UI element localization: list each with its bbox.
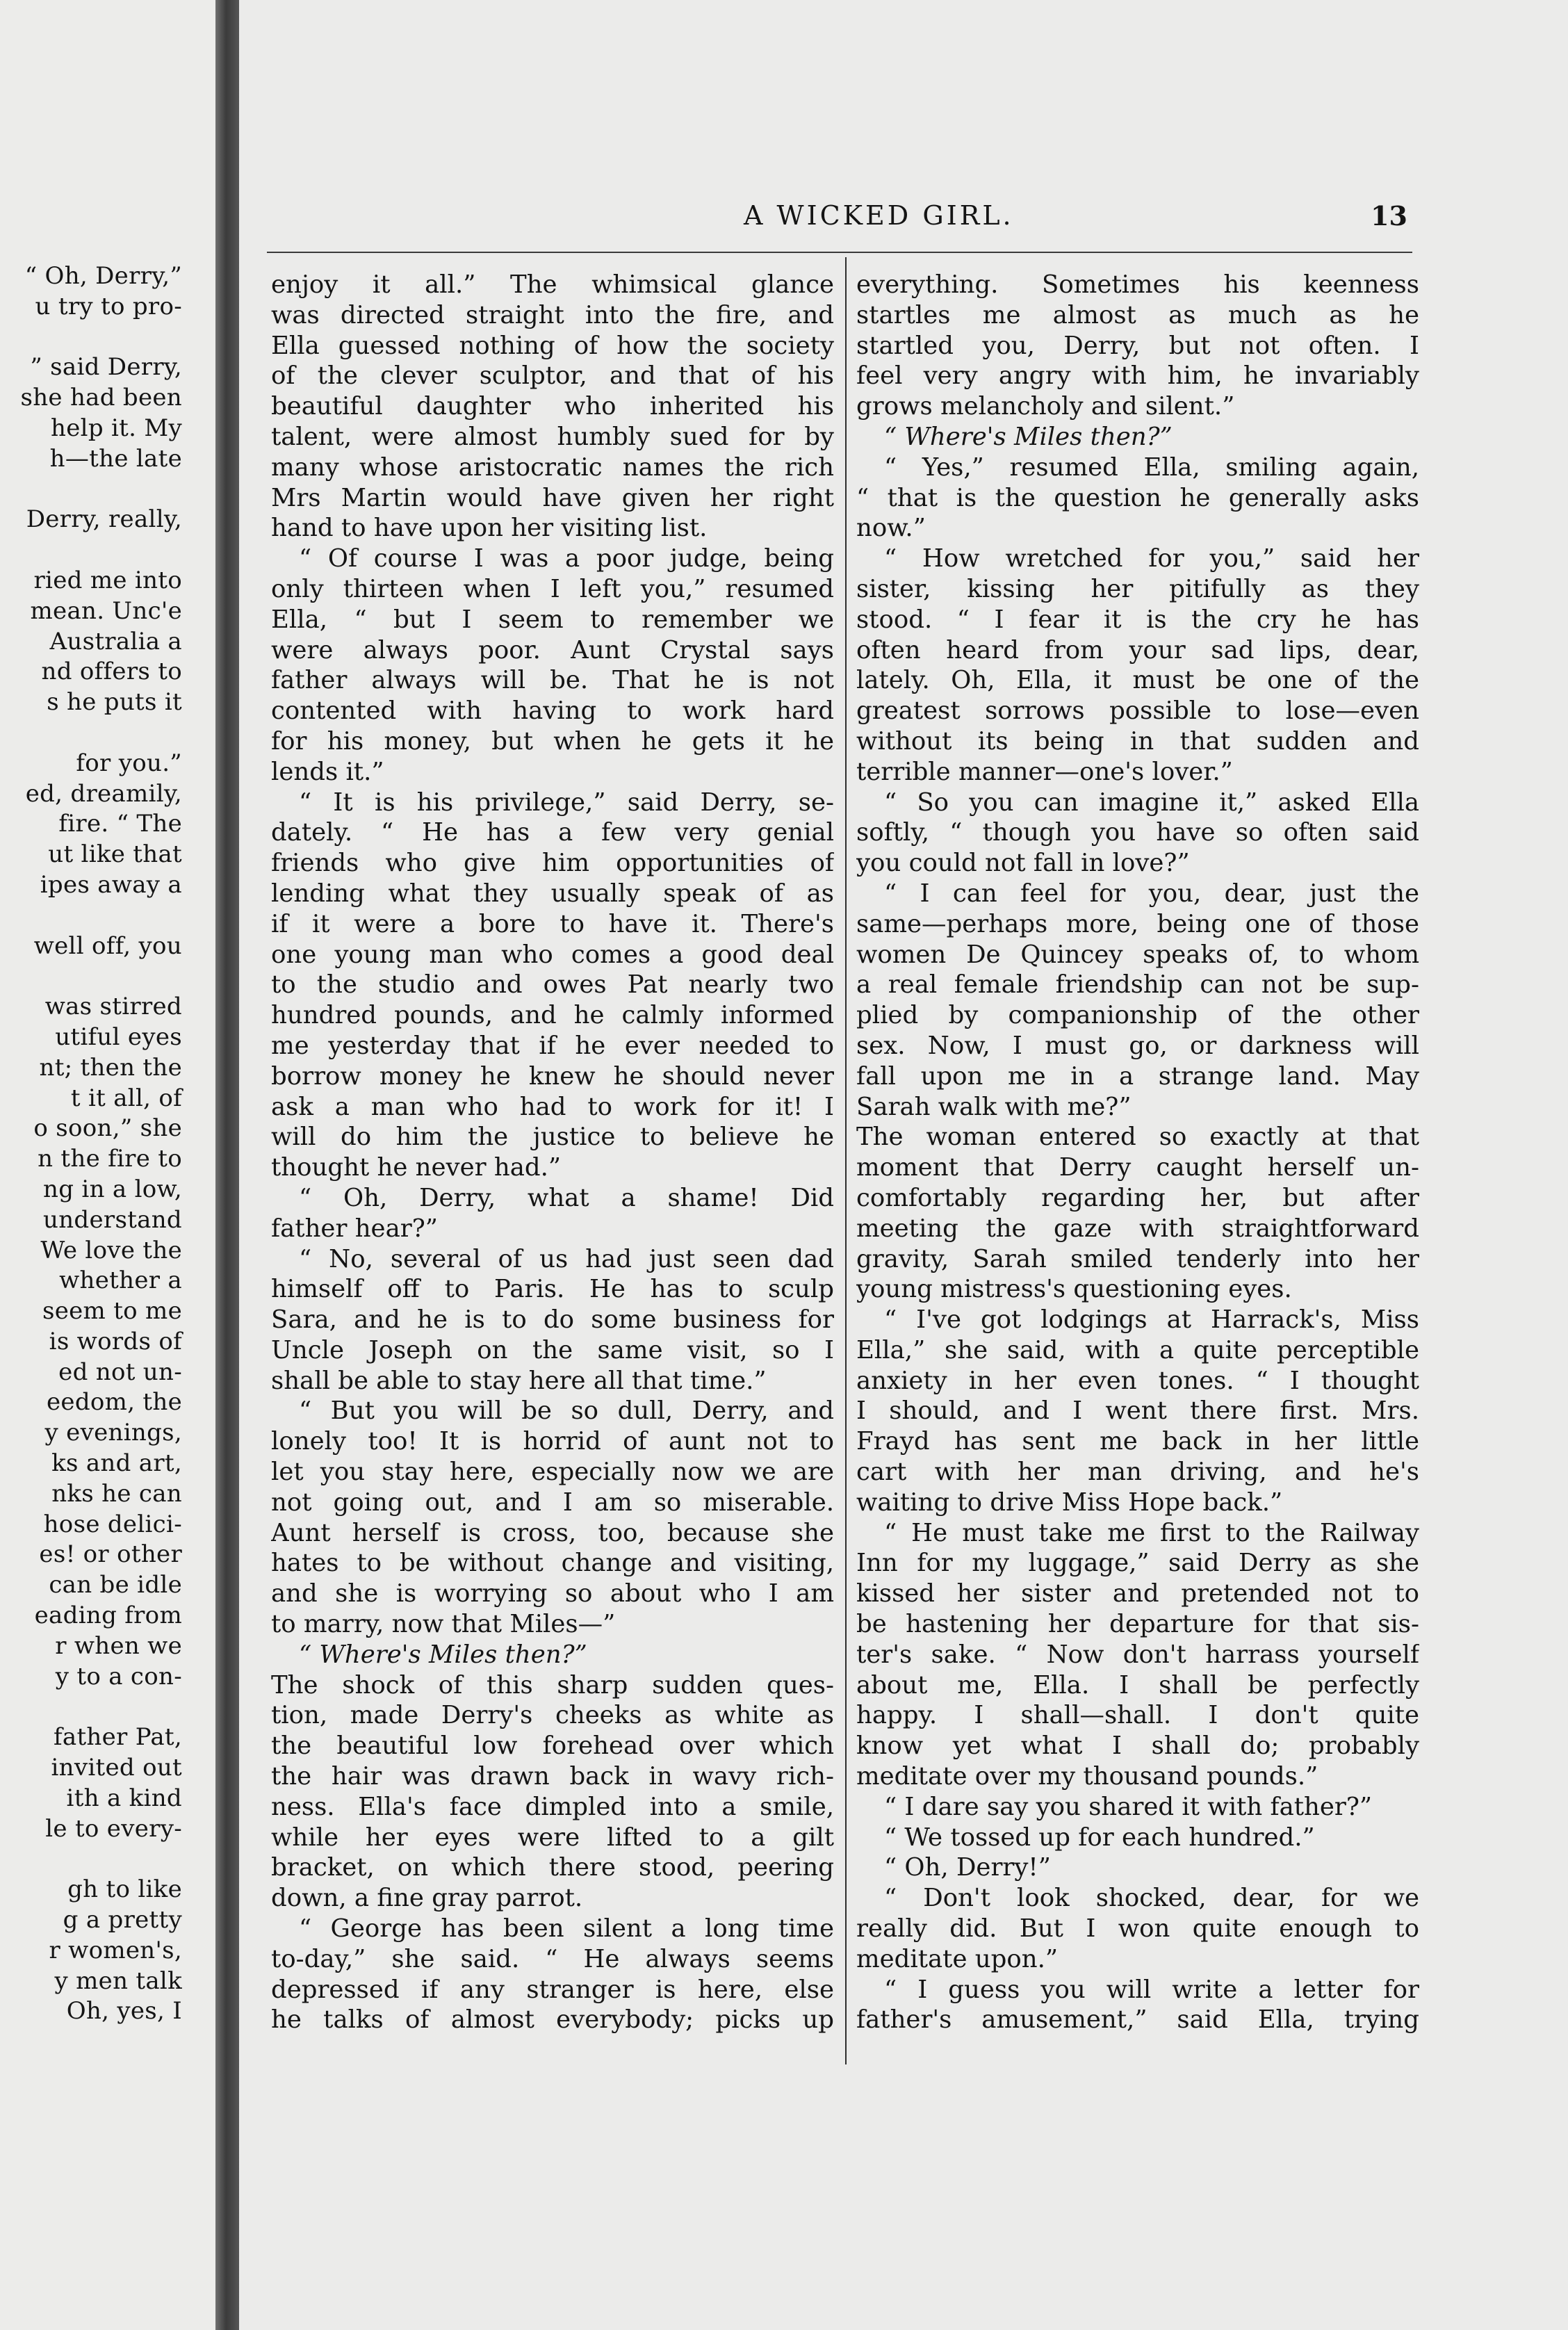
- text-line: “ I guess you will write a letter for: [884, 1975, 1419, 2004]
- text-line: really did. But I won quite enough to: [856, 1914, 1419, 1944]
- text-line: thought he never had.”: [271, 1153, 562, 1182]
- text-line: shall be able to stay here all that time.”: [271, 1366, 767, 1395]
- text-line: let you stay here, especially now we are: [271, 1458, 834, 1487]
- text-line: ter's sake. “ Now don't harrass yourself: [856, 1640, 1419, 1669]
- text-line: borrow money he knew he should never: [271, 1061, 834, 1091]
- text-line: depressed if any stranger is here, else: [271, 1975, 834, 2004]
- text-line: feel very angry with him, he invariably: [856, 361, 1419, 391]
- text-line: gravity, Sarah smiled tenderly into her: [856, 1244, 1419, 1273]
- facing-page-line: ut like that: [48, 840, 182, 869]
- text-line: lending what they usually speak of as: [271, 879, 834, 908]
- text-line: startled you, Derry, but not often. I: [856, 331, 1419, 360]
- text-line: while her eyes were lifted to a gilt: [271, 1823, 834, 1852]
- text-line: Ella guessed nothing of how the society: [271, 331, 834, 360]
- facing-page-line: le to every-: [45, 1814, 182, 1843]
- facing-page-edge: [0, 0, 215, 2330]
- text-line: many whose aristocratic names the rich: [271, 453, 834, 482]
- facing-page-line: [0, 901, 182, 931]
- text-line: startles me almost as much as he: [856, 300, 1419, 329]
- facing-page-line: ried me into: [33, 566, 182, 594]
- facing-page-line: seem to me: [42, 1297, 182, 1326]
- text-line: without its being in that sudden and: [856, 726, 1419, 756]
- facing-page-line: for you.”: [76, 749, 182, 777]
- text-line: beautiful daughter who inherited his: [271, 392, 834, 421]
- facing-page-text: [0, 261, 182, 2027]
- text-line: ask a man who had to work for it! I: [271, 1092, 834, 1121]
- facing-page-line: is words of: [49, 1327, 182, 1355]
- text-line: to marry, now that Miles—”: [271, 1610, 616, 1639]
- facing-page-line: es! or other: [39, 1540, 182, 1569]
- text-line: Sara, and he is to do some business for: [271, 1305, 834, 1335]
- text-line: you could not fall in love?”: [856, 849, 1190, 878]
- facing-page-line: “ Oh, Derry,”: [24, 262, 182, 290]
- text-line: meeting the gaze with straightforward: [856, 1214, 1419, 1243]
- text-line: I should, and I went there first. Mrs.: [856, 1396, 1419, 1426]
- facing-page-line: u try to pro-: [35, 292, 182, 320]
- text-line: sister, kissing her pitifully as they: [856, 574, 1419, 603]
- text-line: the beautiful low forehead over which: [271, 1732, 834, 1761]
- text-line: “ It is his privilege,” said Derry, se-: [299, 788, 834, 817]
- text-line: the hair was drawn back in wavy rich-: [271, 1762, 834, 1791]
- text-line: a real female friendship can not be sup-: [856, 970, 1419, 1000]
- text-line: “ I've got lodgings at Harrack's, Miss: [884, 1305, 1419, 1335]
- text-line: father always will be. That he is not: [271, 666, 834, 695]
- text-line: “ George has been silent a long time: [299, 1914, 834, 1944]
- facing-page-line: father Pat,: [54, 1723, 182, 1752]
- facing-page-line: [0, 1844, 182, 1875]
- text-line: “ I dare say you shared it with father?”: [884, 1792, 1373, 1821]
- facing-page-line: ed not un-: [58, 1358, 182, 1386]
- facing-page-line: was stirred: [44, 993, 182, 1021]
- text-line: “ Oh, Derry, what a shame! Did: [299, 1183, 834, 1212]
- text-line: Sarah walk with me?”: [856, 1092, 1132, 1121]
- text-line: The woman entered so exactly at that: [856, 1123, 1419, 1152]
- facing-page-line: eedom, the: [46, 1388, 182, 1417]
- text-line: often heard from your sad lips, dear,: [856, 635, 1419, 665]
- facing-page-line: [0, 1692, 182, 1722]
- facing-page-line: hose delici-: [43, 1510, 182, 1538]
- facing-page-line: can be idle: [49, 1571, 182, 1599]
- facing-page-line: t it all, of: [70, 1084, 182, 1112]
- facing-page-line: understand: [43, 1205, 182, 1234]
- facing-page-line: gh to like: [67, 1875, 182, 1904]
- text-line: “ that is the question he generally asks: [856, 483, 1419, 512]
- text-line: not going out, and I am so miserable.: [271, 1488, 834, 1517]
- text-line: “ Where's Miles then?”: [884, 422, 1173, 451]
- facing-page-line: n the fire to: [38, 1145, 182, 1173]
- text-line: lately. Oh, Ella, it must be one of the: [856, 666, 1419, 695]
- text-line: meditate upon.”: [856, 1944, 1058, 1973]
- text-line: down, a fine gray parrot.: [271, 1884, 583, 1913]
- facing-page-line: utiful eyes: [55, 1023, 182, 1051]
- text-line: greatest sorrows possible to lose—even: [856, 696, 1419, 726]
- text-line: were always poor. Aunt Crystal says: [271, 635, 834, 665]
- text-line: know yet what I shall do; probably: [856, 1732, 1419, 1761]
- text-line: “ Of course I was a poor judge, being: [299, 544, 834, 573]
- text-line: cart with her man driving, and he's: [856, 1458, 1419, 1487]
- text-line: happy. I shall—shall. I don't quite: [856, 1701, 1419, 1730]
- text-line: now.”: [856, 514, 926, 543]
- text-line: plied by companionship of the other: [856, 1001, 1419, 1030]
- text-line: young mistress's questioning eyes.: [856, 1275, 1292, 1304]
- text-column-left: [271, 270, 834, 2035]
- text-line: was directed straight into the fire, and: [271, 300, 834, 329]
- facing-page-line: [0, 961, 182, 992]
- facing-page-line: well off, you: [33, 931, 182, 960]
- text-line: one young man who comes a good deal: [271, 940, 834, 969]
- text-line: himself off to Paris. He has to sculp: [271, 1275, 834, 1304]
- text-line: women De Quincey speaks of, to whom: [856, 940, 1419, 969]
- facing-page-line: We love the: [40, 1236, 182, 1264]
- text-line: sex. Now, I must go, or darkness will: [856, 1031, 1419, 1060]
- facing-page-line: [0, 323, 182, 353]
- text-line: meditate over my thousand pounds.”: [856, 1762, 1318, 1791]
- facing-page-line: help it. My: [51, 414, 182, 442]
- text-line: Ella,” she said, with a quite perceptible: [856, 1335, 1419, 1364]
- text-line: hates to be without change and visiting,: [271, 1549, 834, 1578]
- facing-page-line: g a pretty: [63, 1906, 182, 1934]
- facing-page-line: ks and art,: [51, 1449, 182, 1478]
- text-line: “ Don't look shocked, dear, for we: [884, 1884, 1419, 1913]
- facing-page-line: Oh, yes, I: [66, 1997, 182, 2026]
- facing-page-line: [0, 475, 182, 505]
- text-line: comfortably regarding her, but after: [856, 1183, 1419, 1212]
- text-line: contented with having to work hard: [271, 696, 834, 726]
- text-line: moment that Derry caught herself un-: [856, 1153, 1419, 1182]
- text-line: “ I can feel for you, dear, just the: [884, 879, 1419, 908]
- text-line: will do him the justice to believe he: [271, 1123, 834, 1152]
- text-line: dately. “ He has a few very genial: [271, 818, 834, 847]
- page-number: 13: [1371, 200, 1407, 231]
- facing-page-line: invited out: [51, 1754, 182, 1782]
- text-line: me yesterday that if he ever needed to: [271, 1031, 834, 1060]
- text-line: “ Where's Miles then?”: [299, 1640, 587, 1669]
- text-line: fall upon me in a strange land. May: [856, 1061, 1419, 1091]
- text-line: to-day,” she said. “ He always seems: [271, 1944, 834, 1973]
- text-line: “ Yes,” resumed Ella, smiling again,: [884, 453, 1419, 482]
- text-line: for his money, but when he gets it he: [271, 726, 834, 756]
- text-line: father hear?”: [271, 1214, 438, 1243]
- text-line: talent, were almost humbly sued for by: [271, 422, 834, 451]
- text-line: lonely too! It is horrid of aunt not to: [271, 1427, 834, 1456]
- facing-page-line: y evenings,: [44, 1419, 182, 1447]
- facing-page-line: y to a con-: [55, 1662, 182, 1691]
- text-line: terrible manner—one's lover.”: [856, 757, 1233, 786]
- text-line: Uncle Joseph on the same visit, so I: [271, 1335, 834, 1364]
- facing-page-line: Australia a: [49, 627, 182, 655]
- facing-page-line: Derry, really,: [26, 505, 182, 534]
- facing-page-line: fire. “ The: [58, 810, 182, 838]
- book-gutter: [215, 0, 239, 2330]
- text-line: friends who give him opportunities of: [271, 849, 834, 878]
- text-line: waiting to drive Miss Hope back.”: [856, 1488, 1283, 1517]
- facing-page-line: nt; then the: [39, 1053, 182, 1082]
- text-line: stood. “ I fear it is the cry he has: [856, 605, 1419, 634]
- text-line: “ No, several of us had just seen dad: [299, 1244, 834, 1273]
- text-line: “ Oh, Derry!”: [884, 1853, 1051, 1882]
- facing-page-line: nks he can: [51, 1479, 182, 1508]
- text-line: “ He must take me first to the Railway: [884, 1518, 1419, 1547]
- text-line: kissed her sister and pretended not to: [856, 1579, 1419, 1608]
- text-line: and she is worrying so about who I am: [271, 1579, 834, 1608]
- facing-page-line: r when we: [55, 1631, 182, 1660]
- text-line: anxiety in her even tones. “ I thought: [856, 1366, 1419, 1395]
- facing-page-line: ng in a low,: [43, 1175, 182, 1203]
- text-line: same—perhaps more, being one of those: [856, 909, 1419, 938]
- text-column-right: [856, 270, 1419, 2035]
- facing-page-line: r women's,: [49, 1936, 182, 1964]
- text-line: Aunt herself is cross, too, because she: [271, 1518, 834, 1547]
- text-line: “ So you can imagine it,” asked Ella: [884, 788, 1419, 817]
- text-line: Ella, “ but I seem to remember we: [271, 605, 834, 634]
- text-line: Inn for my luggage,” said Derry as she: [856, 1549, 1419, 1578]
- facing-page-line: nd offers to: [41, 658, 182, 686]
- text-line: tion, made Derry's cheeks as white as: [271, 1701, 834, 1730]
- text-line: “ But you will be so dull, Derry, and: [299, 1396, 834, 1426]
- page-header: [744, 200, 1407, 235]
- text-line: about me, Ella. I shall be perfectly: [856, 1670, 1419, 1700]
- facing-page-line: h—the late: [49, 444, 182, 473]
- text-line: everything. Sometimes his keenness: [856, 270, 1419, 299]
- facing-page-line: she had been: [20, 384, 182, 412]
- text-line: enjoy it all.” The whimsical glance: [271, 270, 834, 299]
- facing-page-line: ith a kind: [66, 1784, 182, 1812]
- facing-page-line: mean. Unc'e: [30, 596, 182, 625]
- column-divider: [845, 257, 847, 2064]
- text-line: of the clever sculptor, and that of his: [271, 361, 834, 391]
- text-line: lends it.”: [271, 757, 384, 786]
- facing-page-line: [0, 535, 182, 566]
- facing-page-line: ” said Derry,: [30, 353, 182, 382]
- facing-page-line: y men talk: [54, 1966, 182, 1995]
- facing-page-line: eading from: [34, 1602, 182, 1630]
- text-line: hundred pounds, and he calmly informed: [271, 1001, 834, 1030]
- facing-page-line: ed, dreamily,: [25, 779, 182, 808]
- text-line: Frayd has sent me back in her little: [856, 1427, 1419, 1456]
- text-line: grows melancholy and silent.”: [856, 392, 1235, 421]
- text-line: The shock of this sharp sudden ques-: [271, 1670, 834, 1700]
- text-line: bracket, on which there stood, peering: [271, 1853, 834, 1882]
- text-line: softly, “ though you have so often said: [856, 818, 1419, 847]
- running-title: A WICKED GIRL.: [744, 200, 1014, 231]
- facing-page-line: ipes away a: [40, 870, 182, 899]
- header-rule: [267, 252, 1412, 253]
- text-line: if it were a bore to have it. There's: [271, 909, 834, 938]
- text-line: “ How wretched for you,” said her: [884, 544, 1419, 573]
- text-line: Mrs Martin would have given her right: [271, 483, 834, 512]
- text-line: he talks of almost everybody; picks up: [271, 2005, 834, 2035]
- text-line: “ We tossed up for each hundred.”: [884, 1823, 1315, 1852]
- facing-page-line: o soon,” she: [33, 1114, 182, 1143]
- facing-page-line: whether a: [59, 1266, 182, 1295]
- text-line: hand to have upon her visiting list.: [271, 514, 708, 543]
- text-line: only thirteen when I left you,” resumed: [271, 574, 834, 603]
- facing-page-line: [0, 718, 182, 749]
- text-line: be hastening her departure for that sis-: [856, 1610, 1419, 1639]
- text-line: father's amusement,” said Ella, trying: [856, 2005, 1419, 2035]
- text-line: ness. Ella's face dimpled into a smile,: [271, 1792, 834, 1821]
- text-line: to the studio and owes Pat nearly two: [271, 970, 834, 1000]
- facing-page-line: s he puts it: [47, 688, 182, 717]
